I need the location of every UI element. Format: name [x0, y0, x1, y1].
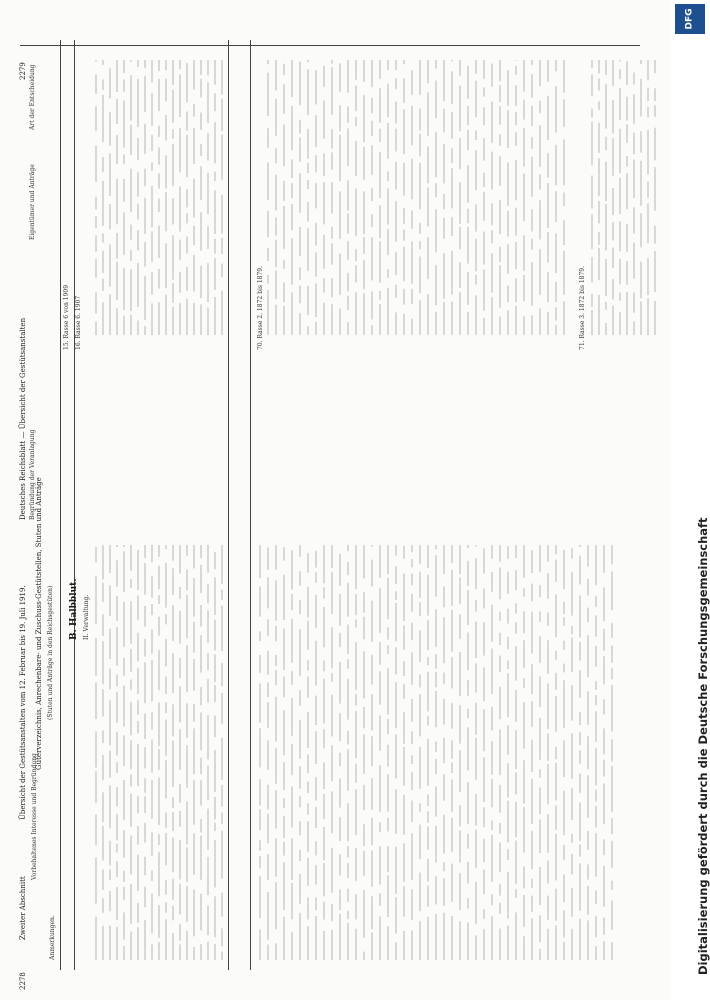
section-subheading: II. Verwaltung. [83, 594, 90, 640]
header-right-title: Deutsches Reichsblatt — Übersicht der Gestütsanstalten [19, 317, 27, 520]
entry-heading: 71. Rasse 3. 1872 bis 1879. [579, 265, 586, 350]
entry-heading: 15. Rasse 6 von 1909 [63, 284, 70, 350]
dfg-logo: DFG [675, 4, 705, 34]
page-number-left: 2278 [19, 972, 27, 990]
header-left-title: Übersicht der Gestütsanstalten vom 12. Februar bis 19. Juli 1919. [19, 585, 27, 820]
left-margin-label: Vorbehaltenes Interesse und Begründung [31, 753, 38, 880]
dfg-credit-text: Digitalisierung gefördert durch die Deutsche Forschungsgemeinschaft [696, 517, 710, 975]
page-number-right: 2279 [19, 62, 27, 80]
column-subtitle: Güterverzeichnis, Anrechenbare- und Zuschuss-Gestütstellen, Stuten und Anträge [35, 477, 43, 770]
column-subtitle-2: (Stuten und Anträge in den Reichsgestüten) [47, 585, 54, 720]
dfg-sidebar [670, 0, 710, 1000]
entry-heading: 70. Rasse 2. 1872 bis 1879. [257, 265, 264, 350]
column-header: Art der Entscheidung [29, 64, 36, 130]
section-heading: B. Halbblut. [69, 578, 79, 640]
column-header: Eigentümer und Anträge [29, 164, 36, 240]
header-section-label: Zweiter Abschnitt [19, 876, 27, 940]
column-header: Begründung der Veranlagung [29, 429, 36, 520]
left-margin-label: Anmerkungen. [49, 915, 56, 960]
entry-heading: 16. Rasse 6. 1907 [75, 295, 82, 350]
